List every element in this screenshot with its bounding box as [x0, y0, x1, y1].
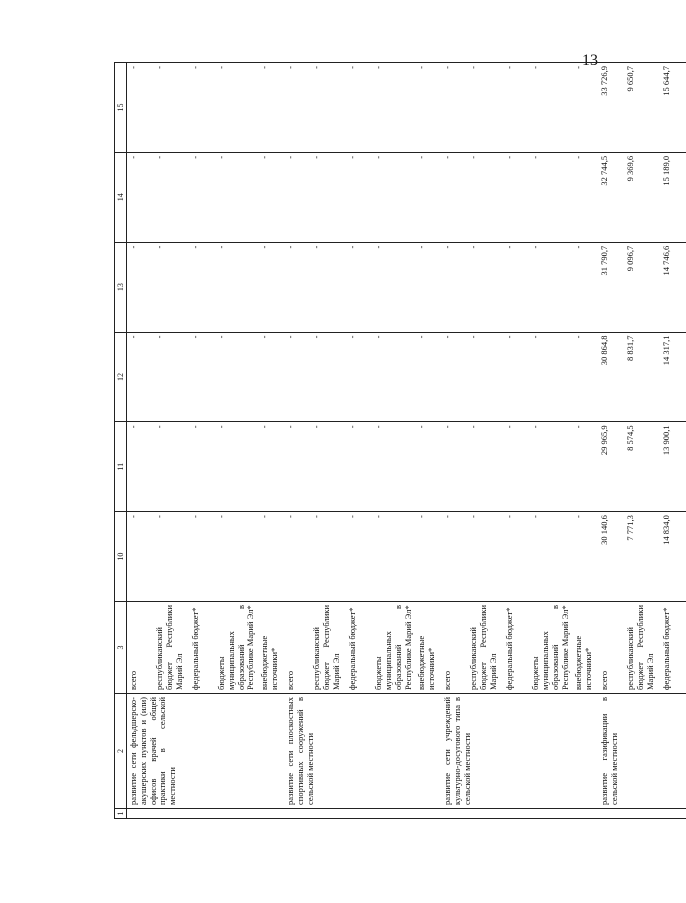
- section-title: развитие сети фельдшерско-акушерских пунктов и (или) офисов врачей общей практики в сельской местности: [127, 694, 285, 809]
- value-cell: -: [503, 242, 529, 332]
- value-cell: -: [572, 332, 598, 422]
- value-cell: -: [258, 63, 284, 153]
- value-cell: -: [467, 152, 503, 242]
- value-cell: -: [127, 332, 154, 422]
- funding-source: всего: [284, 602, 310, 694]
- table-rotated-container: [114, 0, 672, 819]
- value-cell: -: [127, 242, 154, 332]
- value-cell: -: [127, 152, 154, 242]
- row-number-cell: [372, 809, 415, 819]
- value-cell: 14 834,0: [660, 512, 686, 602]
- value-cell: -: [215, 422, 258, 512]
- value-cell: -: [467, 332, 503, 422]
- column-number: 11: [115, 422, 127, 512]
- value-cell: -: [529, 422, 572, 512]
- row-number-cell: [346, 809, 372, 819]
- funding-source: федеральный бюджет*: [346, 602, 372, 694]
- table-row: [284, 63, 310, 819]
- funding-source: федеральный бюджет*: [503, 602, 529, 694]
- column-number-header-row: [115, 63, 127, 819]
- value-cell: -: [284, 242, 310, 332]
- funding-source: республиканский бюджет Республики Марий Эл: [153, 602, 189, 694]
- row-number-cell: [598, 809, 624, 819]
- value-cell: -: [258, 332, 284, 422]
- table-row: [441, 63, 467, 819]
- value-cell: -: [153, 242, 189, 332]
- value-cell: -: [310, 422, 346, 512]
- value-cell: -: [372, 63, 415, 153]
- value-cell: -: [572, 512, 598, 602]
- funding-source: всего: [598, 602, 624, 694]
- value-cell: -: [441, 152, 467, 242]
- value-cell: -: [215, 332, 258, 422]
- value-cell: 14 746,6: [660, 242, 686, 332]
- value-cell: -: [127, 512, 154, 602]
- value-cell: -: [189, 63, 215, 153]
- value-cell: -: [346, 422, 372, 512]
- value-cell: -: [467, 512, 503, 602]
- row-number-cell: [503, 809, 529, 819]
- value-cell: -: [189, 242, 215, 332]
- value-cell: -: [529, 332, 572, 422]
- column-number: 12: [115, 332, 127, 422]
- value-cell: -: [441, 512, 467, 602]
- value-cell: -: [572, 422, 598, 512]
- value-cell: -: [467, 242, 503, 332]
- value-cell: -: [258, 422, 284, 512]
- column-number: 3: [115, 602, 127, 694]
- section-title: развитие сети плоскостных спортивных сооружений в сельской местности: [284, 694, 441, 809]
- value-cell: -: [346, 242, 372, 332]
- value-cell: -: [372, 422, 415, 512]
- value-cell: -: [189, 512, 215, 602]
- value-cell: -: [503, 63, 529, 153]
- value-cell: 14 317,1: [660, 332, 686, 422]
- table-row: [127, 63, 154, 819]
- value-cell: -: [503, 152, 529, 242]
- table-body: [127, 63, 686, 819]
- value-cell: -: [310, 152, 346, 242]
- section-title: развитие газификации в сельской местности: [598, 694, 686, 809]
- value-cell: -: [415, 63, 441, 153]
- value-cell: 8 574,5: [624, 422, 660, 512]
- funding-source: федеральный бюджет*: [189, 602, 215, 694]
- funding-source: республиканский бюджет Республики Марий Эл: [467, 602, 503, 694]
- value-cell: -: [346, 332, 372, 422]
- value-cell: -: [467, 422, 503, 512]
- row-number-cell: [660, 809, 686, 819]
- row-number-cell: [215, 809, 258, 819]
- value-cell: 7 771,3: [624, 512, 660, 602]
- value-cell: 33 726,9: [598, 63, 624, 153]
- financing-table: [114, 62, 686, 819]
- row-number-cell: [284, 809, 310, 819]
- column-number: 14: [115, 152, 127, 242]
- column-number: 15: [115, 63, 127, 153]
- funding-source: всего: [127, 602, 154, 694]
- value-cell: 9 369,6: [624, 152, 660, 242]
- value-cell: -: [529, 63, 572, 153]
- value-cell: 13 900,1: [660, 422, 686, 512]
- value-cell: -: [572, 242, 598, 332]
- section-title: развитие сети учреждений культурно-досугового типа в сельской местности: [441, 694, 598, 809]
- value-cell: -: [189, 332, 215, 422]
- row-number-cell: [258, 809, 284, 819]
- funding-source: бюджеты муниципальных образований в Республике Марий Эл*: [215, 602, 258, 694]
- value-cell: -: [284, 422, 310, 512]
- value-cell: 32 744,5: [598, 152, 624, 242]
- value-cell: -: [153, 332, 189, 422]
- value-cell: -: [503, 332, 529, 422]
- value-cell: 29 965,9: [598, 422, 624, 512]
- row-number-cell: [529, 809, 572, 819]
- row-number-cell: [572, 809, 598, 819]
- value-cell: -: [258, 512, 284, 602]
- value-cell: -: [372, 152, 415, 242]
- value-cell: -: [572, 63, 598, 153]
- value-cell: 15 189,0: [660, 152, 686, 242]
- funding-source: внебюджетные источники*: [258, 602, 284, 694]
- table-row: [598, 63, 624, 819]
- value-cell: -: [189, 422, 215, 512]
- row-number-cell: [624, 809, 660, 819]
- funding-source: федеральный бюджет*: [660, 602, 686, 694]
- funding-source: бюджеты муниципальных образований в Республике Марий Эл*: [529, 602, 572, 694]
- funding-source: внебюджетные источники*: [415, 602, 441, 694]
- value-cell: -: [441, 422, 467, 512]
- value-cell: -: [529, 152, 572, 242]
- funding-source: всего: [441, 602, 467, 694]
- value-cell: -: [415, 332, 441, 422]
- value-cell: -: [572, 152, 598, 242]
- column-number: 13: [115, 242, 127, 332]
- column-number: 2: [115, 694, 127, 809]
- value-cell: -: [346, 152, 372, 242]
- value-cell: -: [284, 63, 310, 153]
- value-cell: -: [310, 242, 346, 332]
- value-cell: -: [215, 152, 258, 242]
- value-cell: 31 790,7: [598, 242, 624, 332]
- value-cell: -: [415, 152, 441, 242]
- value-cell: -: [415, 242, 441, 332]
- value-cell: -: [127, 422, 154, 512]
- value-cell: -: [441, 332, 467, 422]
- funding-source: республиканский бюджет Республики Марий Эл: [624, 602, 660, 694]
- value-cell: -: [529, 512, 572, 602]
- value-cell: -: [153, 512, 189, 602]
- value-cell: -: [441, 242, 467, 332]
- value-cell: 9 650,7: [624, 63, 660, 153]
- funding-source: республиканский бюджет Республики Марий Эл: [310, 602, 346, 694]
- column-number: 1: [115, 809, 127, 819]
- value-cell: -: [415, 512, 441, 602]
- funding-source: бюджеты муниципальных образований в Республике Марий Эл*: [372, 602, 415, 694]
- value-cell: -: [284, 332, 310, 422]
- value-cell: 9 096,7: [624, 242, 660, 332]
- row-number-cell: [310, 809, 346, 819]
- value-cell: -: [415, 422, 441, 512]
- value-cell: -: [503, 512, 529, 602]
- row-number-cell: [467, 809, 503, 819]
- value-cell: -: [284, 512, 310, 602]
- value-cell: -: [372, 332, 415, 422]
- value-cell: 30 140,6: [598, 512, 624, 602]
- page-number: 13: [582, 52, 598, 69]
- value-cell: -: [310, 332, 346, 422]
- value-cell: -: [215, 63, 258, 153]
- value-cell: -: [215, 242, 258, 332]
- value-cell: -: [441, 63, 467, 153]
- column-number: 10: [115, 512, 127, 602]
- row-number-cell: [153, 809, 189, 819]
- value-cell: -: [310, 512, 346, 602]
- value-cell: 30 864,8: [598, 332, 624, 422]
- value-cell: -: [503, 422, 529, 512]
- row-number-cell: [415, 809, 441, 819]
- row-number-cell: [441, 809, 467, 819]
- value-cell: -: [153, 422, 189, 512]
- value-cell: -: [153, 63, 189, 153]
- value-cell: -: [346, 512, 372, 602]
- funding-source: внебюджетные источники*: [572, 602, 598, 694]
- value-cell: -: [127, 63, 154, 153]
- row-number-cell: [127, 809, 154, 819]
- value-cell: -: [153, 152, 189, 242]
- value-cell: -: [189, 152, 215, 242]
- value-cell: 8 831,7: [624, 332, 660, 422]
- value-cell: -: [258, 242, 284, 332]
- value-cell: -: [258, 152, 284, 242]
- value-cell: -: [467, 63, 503, 153]
- value-cell: -: [310, 63, 346, 153]
- value-cell: -: [215, 512, 258, 602]
- value-cell: -: [529, 242, 572, 332]
- value-cell: -: [372, 242, 415, 332]
- value-cell: -: [346, 63, 372, 153]
- value-cell: 15 644,7: [660, 63, 686, 153]
- value-cell: -: [372, 512, 415, 602]
- value-cell: -: [284, 152, 310, 242]
- row-number-cell: [189, 809, 215, 819]
